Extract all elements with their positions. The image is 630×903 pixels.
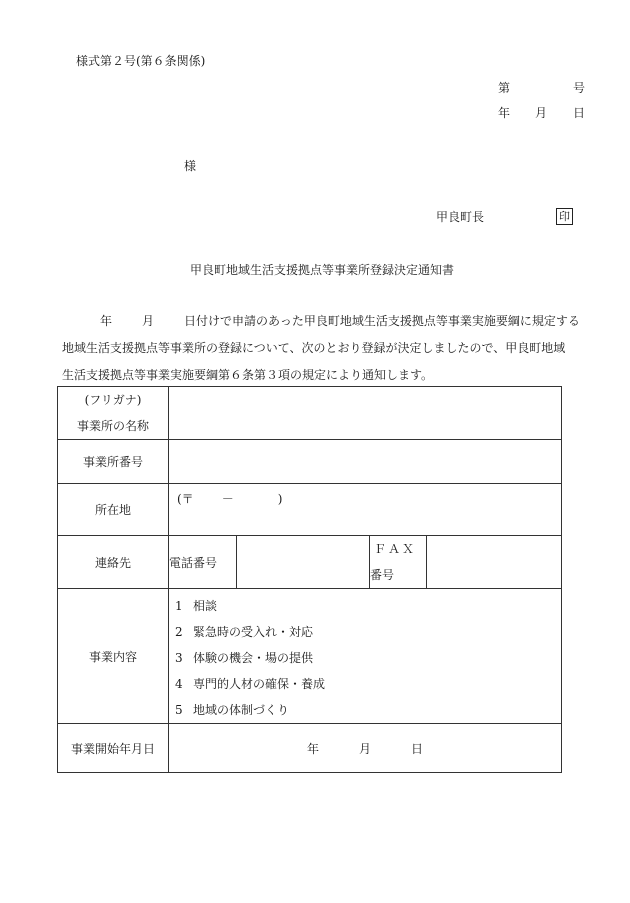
postal-dash: － (221, 492, 234, 506)
seal-label: 印 (556, 208, 573, 225)
business-number-label: 事業所番号 (58, 440, 169, 484)
form-number: 様式第２号(第６条関係) (76, 54, 206, 68)
document-title: 甲良町地域生活支援拠点等事業所登録決定通知書 (190, 263, 455, 277)
seal-mark (556, 208, 573, 225)
fax-value[interactable] (427, 536, 562, 589)
start-month: 月 (358, 741, 371, 756)
content-item[interactable]: 3 体験の機会・場の提供 (175, 651, 314, 665)
address-value[interactable] (169, 484, 562, 536)
issuer-name: 甲良町長 (436, 210, 485, 224)
fax-label-2: 番号 (370, 568, 395, 582)
fax-label-cell (370, 536, 427, 589)
body-line-2: 地域生活支援拠点等事業所の登録について、次のとおり登録が決定しましたので、甲良町地域 (62, 341, 566, 355)
address-label: 所在地 (58, 484, 169, 536)
phone-value[interactable] (237, 536, 370, 589)
body-year: 年 (100, 314, 113, 328)
content-item[interactable]: 2 緊急時の受入れ・対応 (175, 625, 314, 639)
business-name-value[interactable] (169, 387, 562, 440)
content-items (169, 589, 562, 724)
body-month: 月 (142, 314, 155, 328)
phone-label: 電話番号 (169, 536, 237, 589)
start-date-value[interactable] (169, 724, 562, 773)
body-paragraph (62, 308, 580, 389)
row-contact (58, 536, 562, 589)
date-month: 月 (535, 106, 548, 120)
content-item[interactable]: 5 地域の体制づくり (175, 703, 290, 717)
row-business-name (58, 387, 562, 440)
row-business-content (58, 589, 562, 724)
row-address (58, 484, 562, 536)
date-day: 日 (573, 106, 586, 120)
business-number-value[interactable] (169, 440, 562, 484)
postal-open: (〒 (177, 492, 194, 506)
start-year: 年 (306, 741, 319, 756)
content-label: 事業内容 (58, 589, 169, 724)
body-line-3: 生活支援拠点等事業実施要綱第６条第３項の規定により通知します。 (62, 368, 434, 382)
fax-label-1: ＦＡＸ (374, 542, 417, 556)
recipient-suffix: 様 (184, 159, 197, 173)
furigana-label: (フリガナ) (84, 393, 142, 407)
registration-table (57, 386, 562, 773)
body-line-1 (62, 308, 580, 335)
start-day: 日 (411, 741, 424, 756)
doc-number-suffix: 号 (573, 81, 586, 95)
content-item[interactable]: 1 相談 (175, 599, 218, 613)
postal-close: ) (277, 492, 283, 506)
date-year: 年 (498, 106, 511, 120)
start-date-label: 事業開始年月日 (58, 724, 169, 773)
name-label-cell (58, 387, 169, 440)
body-line-1-text: 日付けで申請のあった甲良町地域生活支援拠点等事業実施要綱に規定する (184, 314, 580, 328)
business-name-label: 事業所の名称 (76, 419, 149, 433)
row-start-date (58, 724, 562, 773)
row-business-number (58, 440, 562, 484)
contact-label: 連絡先 (58, 536, 169, 589)
content-item[interactable]: 4 専門的人材の確保・養成 (175, 677, 326, 691)
doc-number-prefix: 第 (498, 81, 511, 95)
